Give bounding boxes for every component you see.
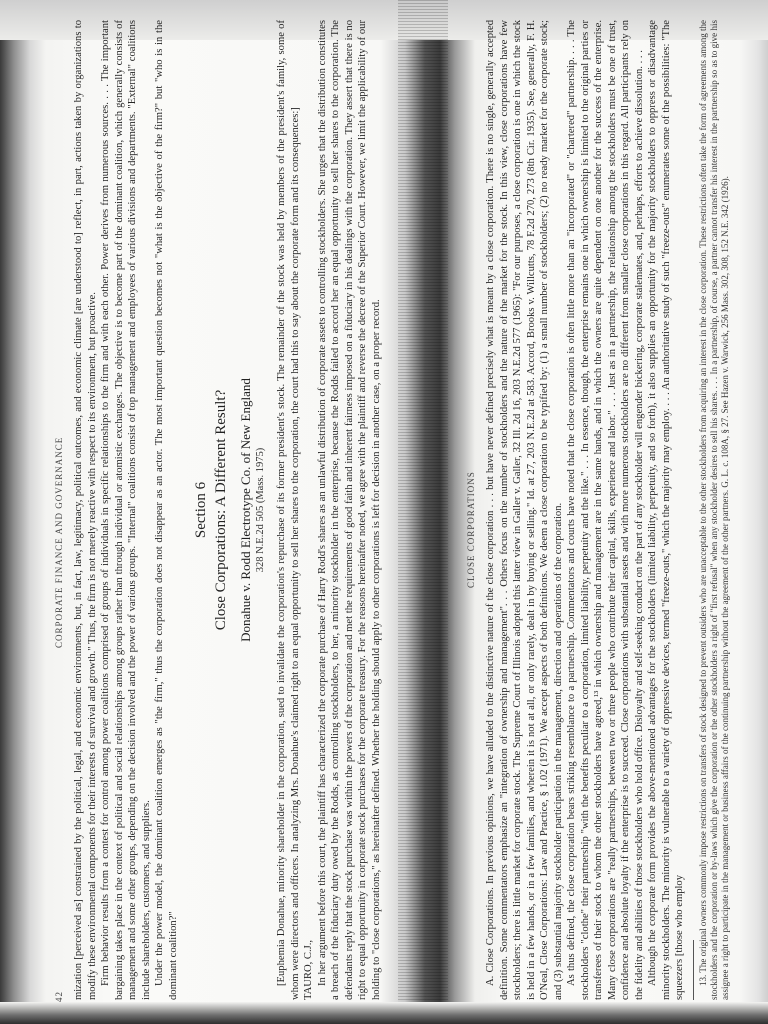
paragraph: Firm behavior results from a contest for control among power coalitions comprised of groups of individuals in specific relationships to the firm and with each other. Power derives from numerous sources. . . . The important bargaining takes place in the context of political and social relationships among groups rather than through individual or atomistic exchanges. The objective is to become part of the dominant coalition, which generally consists of management and some other groups, depending on the decision involved and the power of various groups. "Internal" coalitions consist of top management and employees of various divisions and departments. "External" coalitions include shareholders, customers, and suppliers.	[100, 20, 152, 1000]
footnote: 13. The original owners commonly impose restrictions on transfers of stock designed to prevent outsiders who are unacceptable to the other stockholders from acquiring an interest in the close corporation. These restrictions often take the form of agreements among the stockholders and the corporation or by-laws which give the corporation or the other stockholders a right of "first refusal" when any stockholder desires to sell his shares. . . . In a partnership, of course, a partner cannot transfer his interest in the partnership so as to give his assignee a right to participate in the management or business affairs of the continuing partnership without the agreement of the other partners. G. L. c. 108A, § 27. See Hazen v. Warwick, 256 Mass. 302, 308, 152 N.E. 342 (1926).	[697, 20, 730, 1000]
left-running-head	[52, 18, 70, 1008]
footnote-rule	[693, 940, 694, 1000]
paragraph: Although the corporate form provides the above-mentioned advantages for the stockholders (limited liability, perpetuity, and so forth), it also supplies an opportunity for the majority stockholders to oppress or disadvantage minority stockholders. The minority is vulnerable to a variety of oppressive devices, termed "freeze-outs," which the majority may employ. . . . An authoritative study of such "freeze-outs" enumerates some of the possibilities: "The squeezers [those who employ	[647, 20, 685, 1000]
judge-name: TAURO, C.J.,	[303, 939, 314, 1000]
section-number: Section 6	[193, 481, 209, 539]
right-running-head	[464, 18, 482, 1008]
paragraph: Under the power model, the dominant coalition emerges as "the firm," thus the corporation does not disappear as an actor. The most important question becomes not "what is the objective of the firm?" but "who is in the dominant coalition?"	[154, 20, 179, 1000]
running-head-title: CORPORATE FINANCE AND GOVERNANCE	[54, 436, 64, 648]
running-head-title: CLOSE CORPORATIONS	[466, 471, 476, 588]
paragraph: mization [perceived as] constrained by the political, legal, and economic environments, but, in fact, law, legitimacy, political outcomes, and economic climate [are understood to] reflect, in part, actions taken by organizations to modify these environmental components for their interests of survival and growth." Thus, the firm is not merely reactive with respect to its environment, but proactive.	[73, 20, 98, 1000]
case-title: Donahue v. Rodd Electrotype Co. of New England	[238, 378, 253, 642]
section-heading	[192, 20, 267, 1000]
left-page	[52, 18, 402, 1008]
left-page-body	[72, 20, 383, 1000]
paragraph: As thus defined, the close corporation bears striking resemblance to a partnership. Commentators and courts have noted that the close corporation is often little more than an "incorporated" or "chartered" partnership. . . . The stockholders "clothe" their partnership "with the benefits peculiar to a corporation, limited liability, perpetuity and the like." . . . In essence, though, the enterprise remains one in which ownership is limited to the original parties or transferees of their stock to whom the other stockholders have agreed,¹³ in which ownership and management are in the same hands, and in which the owners are quite dependent on one another for the success of the enterprise. Many close corporations are "really partnerships, between two or three people who contribute their capital, skills, experience and labor." . . . Just as in a partnership, the relationship among the stockholders must be one of trust, confidence and absolute loyalty if the enterprise is to succeed. Close corporations with substantial assets and with more numerous stockholders are no different from smaller close corporations in this regard. All participants rely on the fidelity and abilities of those stockholders who hold office. Disloyalty and self-seeking conduct on the part of any stockholder will engender bickering, corporate stalemates, and, perhaps, efforts to achieve dissolution. . . .	[566, 20, 645, 1000]
case-citation: 328 N.E.2d 505 (Mass. 1975)	[255, 447, 266, 573]
page-number: 42	[54, 991, 64, 1002]
section-title: Close Corporations: A Different Result?	[213, 389, 229, 631]
case-intro: [Euphemia Donahue, minority shareholder in the corporation, sued to invalidate the corporation's repurchase of its former president's stock. The remainder of the stock was held by members of the president's family, some of whom were directors and officers. In analyzing Mrs. Donahue's claimed right to an equal opportunity to sell her shares to the corporation, the court had this to say about the corporate form and its consequences:]	[276, 20, 301, 1000]
right-page-body	[484, 20, 731, 1000]
book-gutter-shadow	[398, 0, 448, 1024]
right-page	[464, 18, 754, 1008]
opinion-paragraph: In her argument before this court, the plaintiff has characterized the corporate purchase of Harry Rodd's shares as an unlawful distribution of corporate assets to controlling stockholders. She urges that the distribution constitutes a breach of the fiduciary duty owed by the Rodds, as controlling stockholders, to her, a minority stockholder in the enterprise, because the Rodds failed to accord her an equal opportunity to sell her shares to the corporation. The defendants reply that the stock purchase was within the powers of the corporation and met the requirements of good faith and inherent fairness imposed on a fiduciary in his dealings with the corporation. They assert that there is no right to equal opportunity in corporate stock purchases for the corporate treasury. For the reasons hereinafter noted, we agree with the plaintiff and reverse the decree of the Superior Court. However, we limit the applicability of our holding to "close corporations," as hereinafter defined. Whether the holding should apply to other corporations is left for decision in another case, on a proper record.	[316, 20, 382, 1000]
paragraph: A. Close Corporations. In previous opinions, we have alluded to the distinctive nature of the close corporation . . . but have never defined precisely what is meant by a close corporation. There is no single, generally accepted definition. Some commentators emphasize an "integration of ownership and management". . . Others focus on the number of stockholders and the nature of the market for the stock. In this view, close corporations have few stockholders; there is little market for corporate stock. The Supreme Court of Illinois adopted this latter view in Galler v. Galler, 32 Ill. 2d 16, 203 N.E.2d 577 (1965): "For our purposes, a close corporation is one in which the stock is held in a few hands, or in a few families, and wherein it is not at all, or only rarely, dealt in by buying or selling." Id. at 27, 203 N.E.2d at 583. Accord, Brooks v. Willcutts, 78 F.2d 270, 273 (8th Cir. 1935). See, generally, F. H. O'Neal, Close Corporations: Law and Practice, § 1.02 (1971). We accept aspects of both definitions. We deem a close corporation to be typified by: (1) a small number of stockholders; (2) no ready market for the corporate stock; and (3) substantial majority stockholder participation in the management, direction and operations of the corporation.	[485, 20, 564, 1000]
